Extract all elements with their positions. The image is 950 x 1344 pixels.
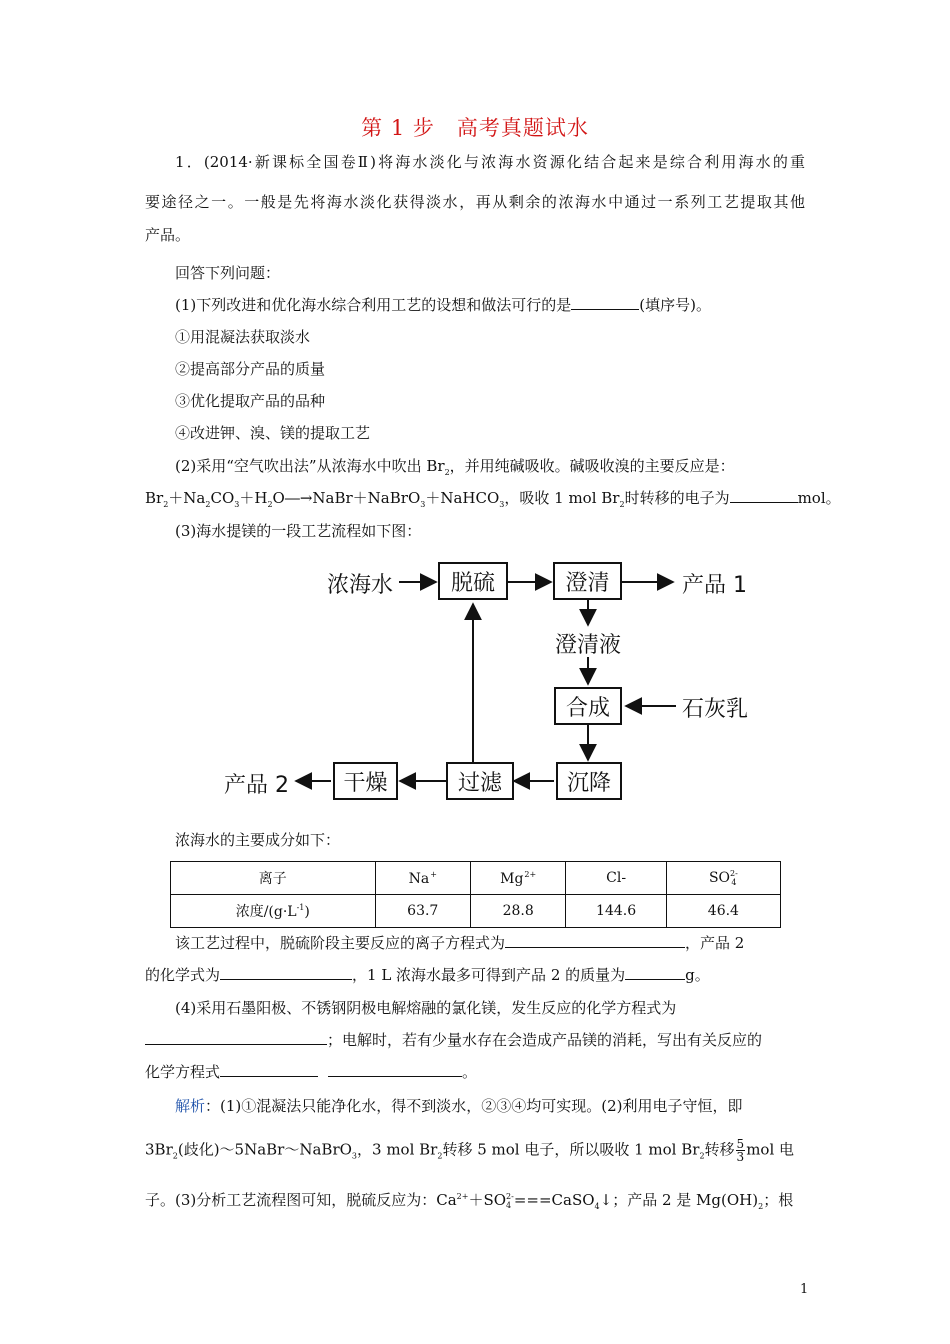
formula-part: O	[272, 489, 285, 507]
question-source: (2014·新课标全国卷Ⅱ)	[203, 153, 376, 171]
page-number: 1	[800, 1282, 809, 1297]
option-2: ②提高部分产品的质量	[175, 360, 326, 378]
table-header-cell	[666, 862, 780, 895]
analysis-text: 转移 5 mol 电子，所以吸收 1 mol Br	[442, 1140, 700, 1159]
table-cell: 63.7	[375, 895, 470, 928]
ion-symbol: Na	[408, 870, 430, 887]
analysis-text: 3Br	[145, 1140, 173, 1159]
analysis-text: ↓；产品 2 是 Mg(OH)	[599, 1191, 759, 1209]
ion-symbol: Cl	[606, 870, 622, 886]
subscript: 3	[234, 500, 240, 509]
part4-line2	[145, 1030, 762, 1050]
analysis-line2	[145, 1138, 794, 1167]
analysis-text: 转移	[704, 1140, 735, 1159]
analysis-text: ＋SO	[468, 1191, 507, 1209]
superscript: 2+	[456, 1192, 469, 1201]
part3-question-line1	[175, 933, 744, 953]
part4-reaction-blank-1[interactable]	[220, 1062, 318, 1077]
option-4: ④改进钾、溴、镁的提取工艺	[175, 424, 371, 442]
table-cell: 28.8	[470, 895, 565, 928]
superscript: 2-	[506, 1192, 514, 1201]
analysis-text: ，3 mol Br	[357, 1140, 438, 1159]
formula-part: NaBr＋NaBrO	[312, 489, 421, 507]
part3-unit: g。	[685, 966, 710, 984]
analysis-line3	[145, 1187, 793, 1217]
part3-text: ，产品 2	[685, 934, 745, 952]
ion-concentration-table	[170, 861, 781, 928]
question-number: 1．	[175, 153, 204, 171]
part2-text: ，并用纯碱吸收。碱吸收溴的主要反应是：	[449, 457, 735, 475]
subscript: 2	[437, 1151, 443, 1161]
analysis-text: ===CaSO	[513, 1191, 595, 1209]
part2-text: (2)采用“空气吹出法”从浓海水中吹出 Br	[175, 457, 445, 475]
subscript: 2	[163, 500, 169, 509]
analysis-text: (歧化)～5NaBr～NaBrO	[177, 1140, 352, 1159]
analysis-text: 子。(3)分析工艺流程图可知，脱硫反应为：Ca	[145, 1191, 457, 1209]
label-clear-liquid: 澄清液	[555, 633, 622, 658]
box-desulfurize: 脱硫	[438, 562, 508, 600]
subscript: 3	[420, 500, 426, 509]
part4-text: 化学方程式	[145, 1063, 221, 1081]
superscript: 2+	[524, 869, 537, 879]
analysis-text: mol 电	[746, 1140, 795, 1159]
formula-part: CO	[210, 489, 235, 507]
subscript: 2	[267, 500, 273, 509]
part4-text: 。	[462, 1063, 478, 1081]
table-cell: 46.4	[666, 895, 780, 928]
formula-part: Br	[145, 489, 164, 507]
box-clarify: 澄清	[553, 562, 622, 600]
analysis-label: 解析	[175, 1097, 206, 1115]
part4-line1: (4)采用石墨阳极、不锈钢阴极电解熔融的氯化镁，发生反应的化学方程式为	[175, 999, 677, 1017]
table-header-cell	[566, 862, 666, 895]
analysis-text: ；根	[763, 1191, 794, 1209]
table-row	[171, 862, 781, 895]
subscript: 2	[444, 468, 450, 477]
superscript: 2-	[730, 869, 738, 878]
subscript: 3	[499, 500, 505, 509]
analysis-text: ：(1)①混凝法只能净化水，得不到淡水，②③④均可实现。(2)利用电子守恒，即	[205, 1097, 743, 1115]
subscript: 3	[351, 1151, 358, 1161]
subscript: 4	[731, 878, 737, 887]
box-synthesis: 合成	[554, 687, 622, 725]
fraction-denominator: 3	[736, 1150, 745, 1164]
fraction	[736, 1138, 746, 1163]
ion-charge: -	[621, 870, 627, 886]
option-3: ③优化提取产品的品种	[175, 392, 326, 410]
ion-symbol: Mg	[500, 870, 524, 887]
label-input: 浓海水	[327, 573, 394, 598]
part2-text: 时转移的电子为	[624, 489, 730, 507]
q1-intro-line2: 要途径之一。一般是先将海水淡化获得淡水，再从剩余的浓海水中通过一系列工艺提取其他	[145, 193, 805, 211]
part2-unit: mol。	[797, 489, 841, 507]
subscript: 4	[594, 1202, 600, 1211]
part4-line3	[145, 1062, 477, 1082]
part4-reaction-blank-2[interactable]	[328, 1062, 462, 1077]
ion-symbol: SO	[708, 870, 731, 886]
part3-intro: (3)海水提镁的一段工艺流程如下图：	[175, 522, 422, 540]
formula-part: ＋Na	[168, 489, 206, 507]
table-caption: 浓海水的主要成分如下：	[175, 831, 341, 849]
table-cell	[171, 895, 376, 928]
part3-formula-blank[interactable]	[220, 965, 352, 980]
intro-text: 将海水淡化与浓海水资源化结合起来是综合利用海水的重	[376, 153, 805, 171]
label-product2: 产品 2	[224, 773, 289, 798]
row-label: 浓度/(g·L	[235, 904, 297, 920]
superscript: -1	[296, 903, 305, 912]
subscript: 4	[506, 1201, 512, 1210]
page-title: 第 1 步 高考真题试水	[361, 116, 589, 140]
superscript: +	[430, 869, 437, 879]
part1-suffix: (填序号)。	[639, 296, 711, 314]
subscript: 2	[619, 500, 625, 509]
box-dry: 干燥	[333, 762, 398, 800]
analysis-line1	[175, 1096, 743, 1116]
row-label-close: )	[304, 904, 310, 920]
answer-prompt: 回答下列问题：	[175, 264, 281, 282]
part2-text: ，吸收 1 mol Br	[504, 489, 620, 507]
reaction-arrow: ―→	[284, 489, 313, 507]
part4-equation-blank[interactable]	[145, 1030, 327, 1045]
table-header-cell	[470, 862, 565, 895]
label-product1: 产品 1	[682, 573, 747, 598]
box-settle: 沉降	[556, 762, 622, 800]
part3-text: ，1 L 浓海水最多可得到产品 2 的质量为	[352, 966, 626, 984]
table-header-cell	[375, 862, 470, 895]
subscript: 2	[172, 1151, 178, 1161]
box-filter: 过滤	[446, 762, 514, 800]
option-1: ①用混凝法获取淡水	[175, 328, 311, 346]
formula-part: ＋H	[239, 489, 268, 507]
fraction-numerator: 5	[736, 1137, 745, 1151]
subscript: 2	[205, 500, 211, 509]
subscript: 2	[699, 1151, 705, 1161]
part3-text: 的化学式为	[145, 966, 221, 984]
formula-part: ＋NaHCO	[425, 489, 500, 507]
table-cell: 144.6	[566, 895, 666, 928]
table-row	[171, 895, 781, 928]
table-header-cell: 离子	[171, 862, 376, 895]
q1-intro-line3: 产品。	[145, 226, 191, 244]
part3-question-line2	[145, 965, 710, 985]
part4-text: ；电解时，若有少量水存在会造成产品镁的消耗，写出有关反应的	[327, 1031, 763, 1049]
label-lime-milk: 石灰乳	[682, 697, 749, 722]
part3-mass-blank[interactable]	[625, 965, 685, 980]
part3-ionic-equation-blank[interactable]	[505, 933, 685, 948]
part1-text: (1)下列改进和优化海水综合利用工艺的设想和做法可行的是	[175, 296, 572, 314]
subscript: 2	[758, 1202, 764, 1211]
part3-text: 该工艺过程中，脱硫阶段主要反应的离子方程式为	[175, 934, 506, 952]
